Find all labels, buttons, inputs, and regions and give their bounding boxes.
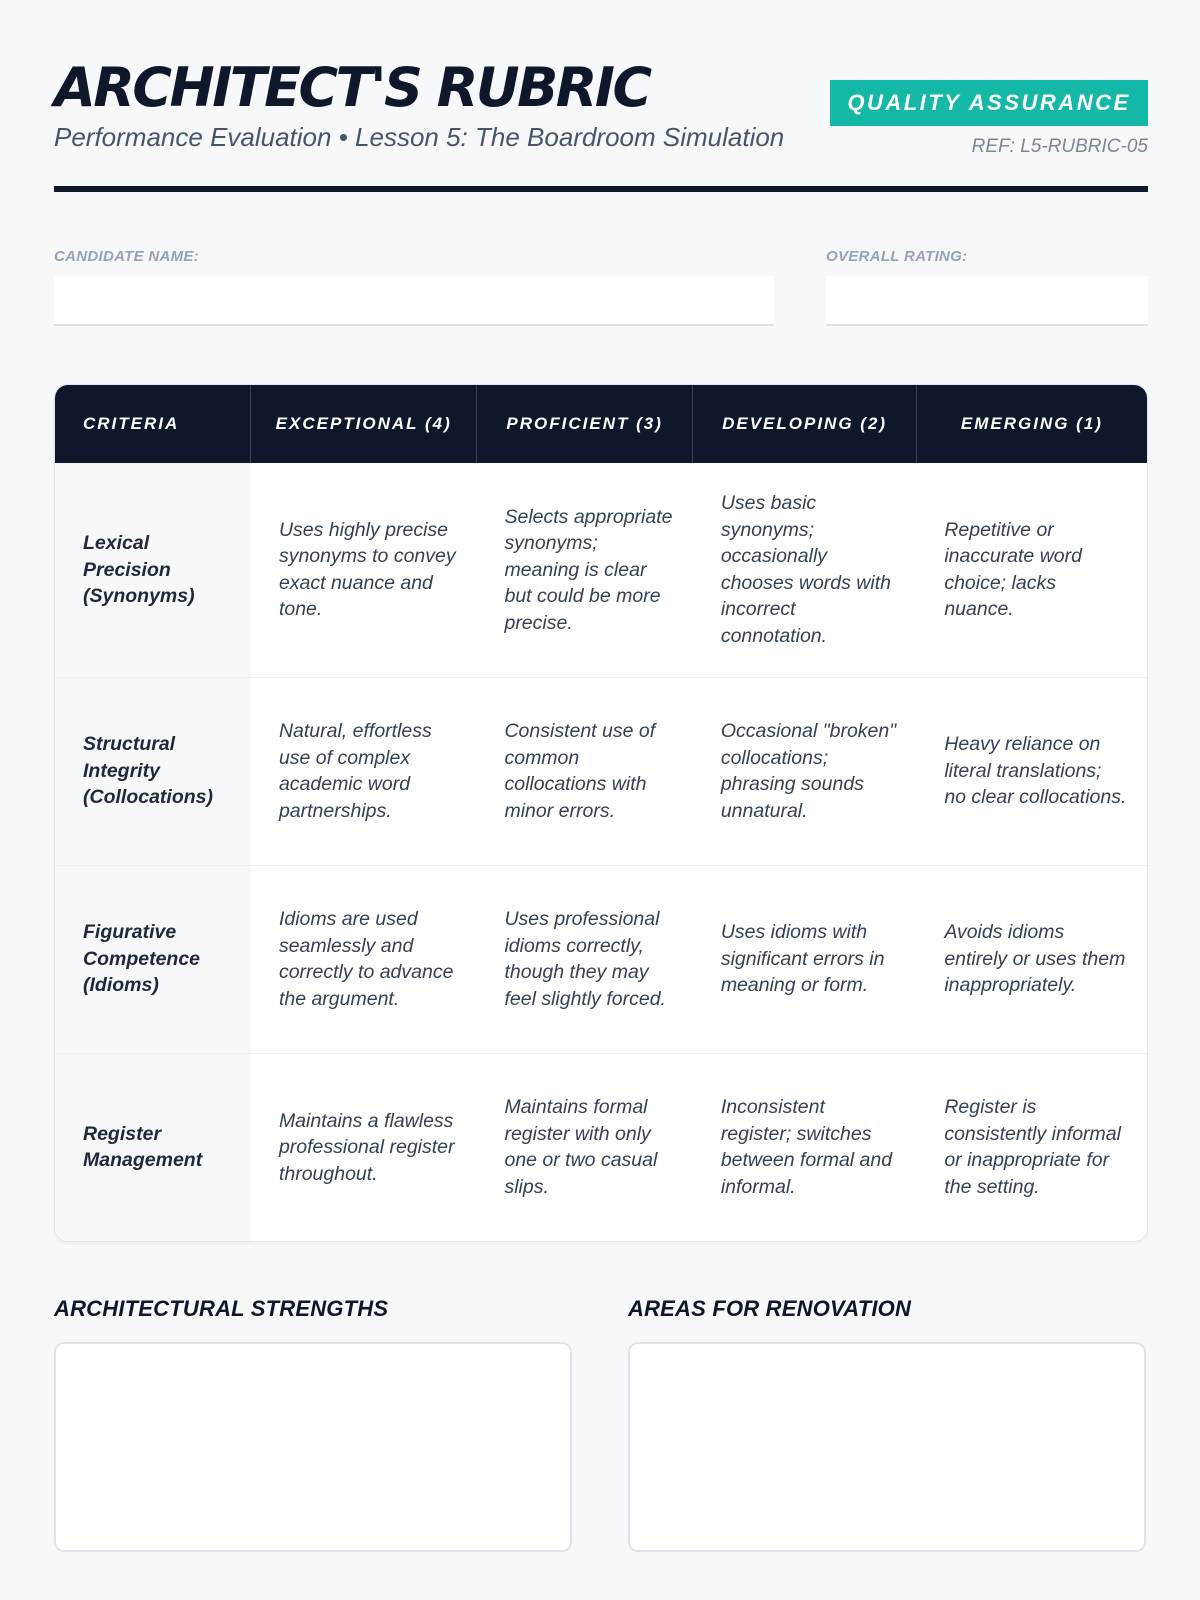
proficient-cell: Selects appropriate synonyms; meaning is clear but could be more precise. <box>476 463 692 677</box>
emerging-cell: Avoids idioms entirely or uses them inappropriately. <box>916 865 1147 1053</box>
candidate-name-field[interactable] <box>54 276 774 326</box>
developing-cell: Uses idioms with significant errors in meaning or form. <box>693 865 917 1053</box>
criteria-cell: Register Management <box>55 1053 251 1241</box>
header-developing: DEVELOPING (2) <box>693 385 917 463</box>
proficient-cell: Consistent use of common collocations with minor errors. <box>476 677 692 865</box>
table-row <box>55 463 1147 677</box>
developing-cell: Occasional "broken" collocations; phrasing sounds unnatural. <box>693 677 917 865</box>
table-row <box>55 1053 1147 1241</box>
header-proficient: PROFICIENT (3) <box>476 385 692 463</box>
table-row <box>55 865 1147 1053</box>
quality-assurance-badge: QUALITY ASSURANCE <box>830 80 1148 126</box>
strengths-title: ARCHITECTURAL STRENGTHS <box>54 1296 389 1321</box>
emerging-cell: Heavy reliance on literal translations; no clear collocations. <box>916 677 1147 865</box>
reference-code: REF: L5-RUBRIC-05 <box>971 136 1148 157</box>
emerging-cell: Register is consistently informal or inappropriate for the setting. <box>944 1096 1121 1198</box>
page-title: ARCHITECT'S RUBRIC <box>54 56 650 119</box>
developing-cell: Inconsistent register; switches between formal and informal. <box>720 1096 893 1198</box>
criteria-cell: Lexical Precision (Synonyms) <box>55 463 251 677</box>
renovation-title: AREAS FOR RENOVATION <box>628 1296 912 1321</box>
emerging-cell: Repetitive or inaccurate word choice; lacks nuance. <box>916 463 1147 677</box>
candidate-fields <box>54 192 1148 342</box>
exceptional-cell: Natural, effortless use of complex academic word partnerships. <box>251 677 477 865</box>
overall-rating-label: OVERALL RATING: <box>826 248 968 265</box>
criteria-cell: Figurative Competence (Idioms) <box>55 865 251 1053</box>
exceptional-cell: Uses highly precise synonyms to convey exact nuance and tone. <box>251 463 477 677</box>
criteria-cell: Structural Integrity (Collocations) <box>55 677 251 865</box>
header-emerging: EMERGING (1) <box>916 385 1147 463</box>
proficient-cell: Maintains formal register with only one or two casual slips. <box>504 1096 658 1198</box>
exceptional-cell: Idioms are used seamlessly and correctly to advance the argument. <box>251 865 477 1053</box>
exceptional-cell: Maintains a flawless professional register throughout. <box>278 1109 455 1185</box>
page-subtitle: Performance Evaluation • Lesson 5: The Boardroom Simulation <box>54 122 785 152</box>
table-header-row <box>55 385 1147 463</box>
rubric-table <box>54 384 1148 1242</box>
header <box>54 56 1148 192</box>
table-row <box>55 677 1147 865</box>
proficient-cell: Uses professional idioms correctly, though they may feel slightly forced. <box>476 865 692 1053</box>
candidate-name-label: CANDIDATE NAME: <box>54 248 200 265</box>
renovation-textbox[interactable] <box>628 1342 1146 1552</box>
developing-cell: Uses basic synonyms; occasionally chooses words with incorrect connotation. <box>693 463 917 677</box>
strengths-textbox[interactable] <box>54 1342 572 1552</box>
header-criteria: CRITERIA <box>55 385 251 463</box>
header-exceptional: EXCEPTIONAL (4) <box>251 385 477 463</box>
overall-rating-field[interactable] <box>826 276 1148 326</box>
notes-section <box>54 1296 1148 1556</box>
rubric-page <box>54 56 1148 1556</box>
